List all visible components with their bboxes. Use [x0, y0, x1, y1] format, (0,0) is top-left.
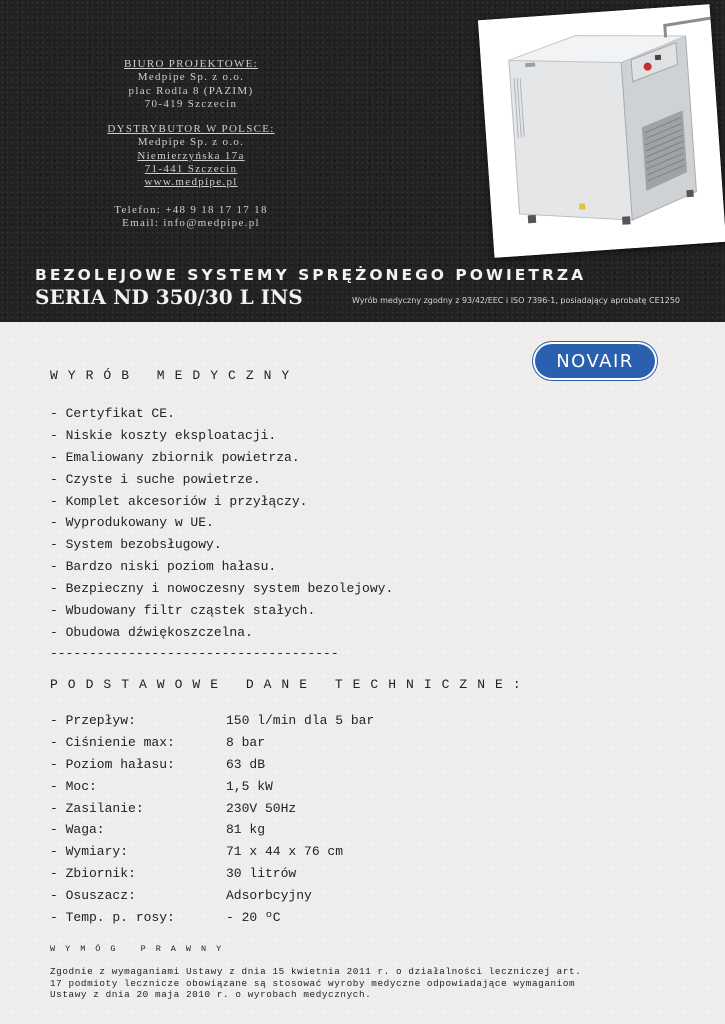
spec-row: [50, 710, 450, 732]
spec-value: 150 l/min dla 5 bar: [226, 713, 375, 728]
website-link[interactable]: www.medpipe.pl: [144, 176, 238, 189]
list-item: - Emaliowany zbiornik powietrza.: [50, 449, 300, 465]
phone-number: Telefon: +48 9 18 17 17 18: [114, 203, 268, 216]
spec-label: - Ciśnienie max:: [50, 734, 175, 750]
spec-label: - Zasilanie:: [50, 800, 144, 816]
list-item: - Wbudowany filtr cząstek stałych.: [50, 603, 316, 619]
distributor-city: 71-441 Szczecin: [144, 163, 238, 176]
spec-label: - Przepływ:: [50, 713, 136, 728]
product-photo: [478, 4, 725, 258]
spec-value: 81 kg: [226, 822, 266, 838]
spec-value: 8 bar: [226, 734, 266, 750]
legal-line: 17 podmioty lecznicze obowiązane są stosować wyroby medyczne odpowiadające wymaganiom: [50, 977, 576, 989]
office-line: Medpipe Sp. z o.o.: [137, 71, 245, 84]
spec-label: - Wymiary:: [50, 844, 129, 860]
spec-row: [50, 732, 450, 754]
spec-value: 1,5 kW: [226, 778, 273, 794]
spec-row: [50, 754, 450, 776]
logo-text: NOVAIR: [556, 350, 634, 372]
specs-heading: PODSTAWOWE DANE TECHNICZNE:: [50, 677, 531, 692]
spec-value: Adsorbcyjny: [226, 888, 312, 904]
spec-label: - Moc:: [50, 778, 97, 794]
spec-label: - Zbiornik:: [50, 866, 136, 882]
office-line: plac Rodla 8 (PAZIM): [128, 84, 254, 97]
email-address: Email: info@medpipe.pl: [122, 216, 260, 229]
list-item: - Niskie koszty eksploatacji.: [50, 427, 277, 443]
legal-line: Zgodnie z wymaganiami Ustawy z dnia 15 kwietnia 2011 r. o działalności leczniczej art.: [50, 966, 582, 977]
office-heading: BIURO PROJEKTOWE:: [123, 58, 259, 70]
specs-table: [50, 710, 450, 929]
spec-label: - Osuszacz:: [50, 888, 136, 904]
spec-row: [50, 907, 450, 929]
legal-text: [50, 966, 680, 1001]
spec-row: [50, 885, 450, 907]
spec-value: 230V 50Hz: [226, 800, 297, 816]
spec-value: - 20 ºC: [226, 910, 281, 926]
spec-row: [50, 841, 450, 863]
list-item: - System bezobsługowy.: [50, 537, 222, 553]
novair-logo: [535, 344, 655, 378]
section-divider: -------------------------------------: [50, 646, 339, 661]
list-item: - Bezpieczny i nowoczesny system bezolejowy.: [50, 581, 394, 597]
spec-value: 71 x 44 x 76 cm: [226, 844, 344, 860]
header-banner: [0, 0, 725, 322]
legal-heading: WYMÓG PRAWNY: [50, 944, 232, 954]
list-item: - Certyfikat CE.: [50, 406, 175, 421]
list-item: - Wyprodukowany w UE.: [50, 515, 214, 531]
spec-label: - Poziom hałasu:: [50, 756, 175, 772]
list-item: - Obudowa dźwiękoszczelna.: [50, 624, 253, 640]
spec-row: [50, 776, 450, 798]
spec-value: 63 dB: [226, 756, 266, 772]
spec-value: 30 litrów: [226, 866, 297, 882]
spec-row: [50, 819, 450, 841]
features-list: [50, 403, 393, 644]
series-title-line2: SERIA ND 350/30 L INS: [35, 285, 303, 309]
legal-line: Ustawy z dnia 20 maja 2010 r. o wyrobach medycznych.: [50, 989, 372, 1000]
compressor-image: [478, 4, 725, 258]
distributor-street: Niemierzyńska 17a: [137, 149, 245, 162]
office-line: 70-419 Szczecin: [144, 97, 238, 110]
list-item: - Bardzo niski poziom hałasu.: [50, 559, 277, 575]
distributor-line: Medpipe Sp. z o.o.: [137, 136, 245, 149]
spec-label: - Temp. p. rosy:: [50, 910, 175, 926]
distributor-heading: DYSTRYBUTOR W POLSCE:: [107, 123, 275, 136]
spec-label: - Waga:: [50, 822, 105, 838]
features-heading: WYRÓB MEDYCZNY: [50, 368, 300, 383]
list-item: - Komplet akcesoriów i przyłączy.: [50, 493, 308, 509]
certification-note: Wyrób medyczny zgodny z 93/42/EEC i ISO 7396-1, posiadający aprobatę CE1250: [352, 296, 681, 305]
spec-row: [50, 798, 450, 820]
spec-row: [50, 863, 450, 885]
series-title-line1: BEZOLEJOWE SYSTEMY SPRĘŻONEGO POWIETRZA: [35, 266, 587, 284]
list-item: - Czyste i suche powietrze.: [50, 471, 261, 487]
contact-block: [96, 58, 286, 230]
